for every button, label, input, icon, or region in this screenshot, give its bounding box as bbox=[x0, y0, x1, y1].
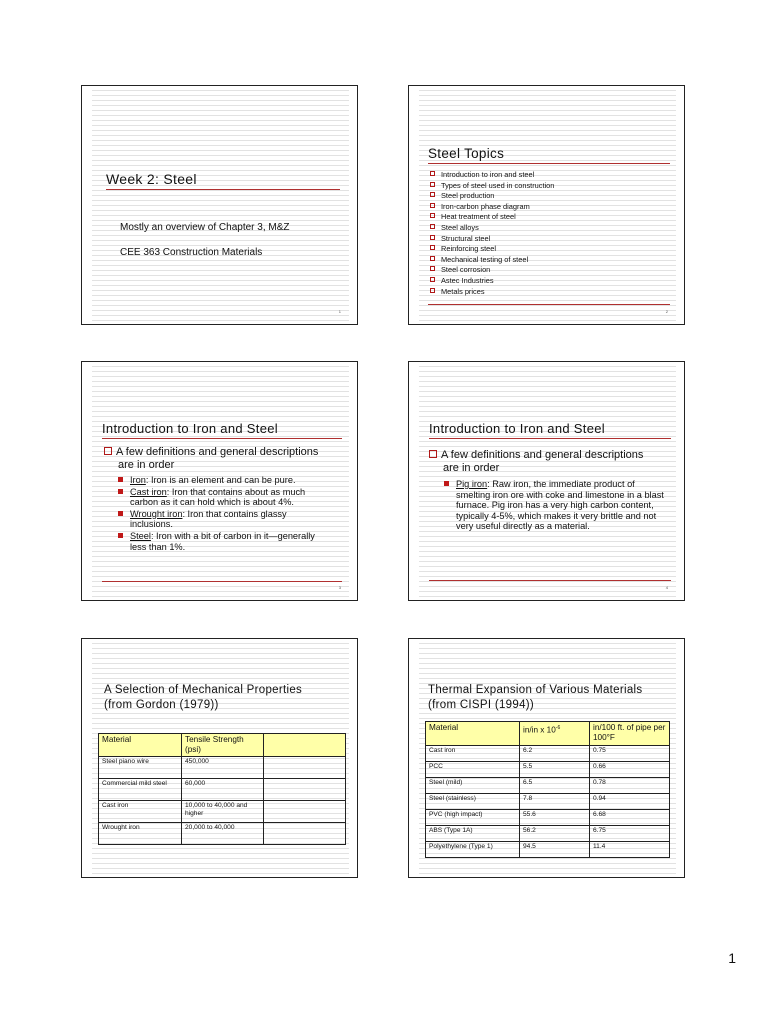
slide-number: 4 bbox=[665, 585, 668, 590]
properties-table bbox=[98, 733, 346, 845]
list-item: Steel corrosion bbox=[430, 265, 554, 276]
definition-list bbox=[118, 475, 328, 553]
table-row: Steel (stainless) 7.8 0.94 bbox=[426, 794, 670, 810]
list-item: Heat treatment of steel bbox=[430, 212, 554, 223]
filled-bullet-icon bbox=[118, 477, 123, 482]
slide-2 bbox=[408, 85, 685, 325]
table-row: Commercial mild steel 60,000 bbox=[99, 779, 346, 801]
list-item: Introduction to iron and steel bbox=[430, 170, 554, 181]
square-bullet-icon bbox=[430, 224, 435, 229]
header-cell: Material bbox=[99, 734, 182, 757]
table-row: Cast iron 10,000 to 40,000 and higher bbox=[99, 801, 346, 823]
expansion-table bbox=[425, 721, 670, 858]
filled-bullet-icon bbox=[444, 481, 449, 486]
list-item: Reinforcing steel bbox=[430, 244, 554, 255]
title-rule bbox=[102, 438, 342, 439]
slide-3 bbox=[81, 361, 358, 601]
square-bullet-icon bbox=[430, 266, 435, 271]
slide-6 bbox=[408, 638, 685, 878]
slide-title: Thermal Expansion of Various Materials (from CISPI (1994)) bbox=[428, 684, 643, 711]
table-row: ABS (Type 1A) 56.2 6.75 bbox=[426, 826, 670, 842]
title-rule bbox=[429, 438, 671, 439]
slide-1 bbox=[81, 85, 358, 325]
square-bullet-icon bbox=[430, 182, 435, 187]
header-cell: in/in x $10^{-6}$ bbox=[520, 722, 590, 746]
filled-bullet-icon bbox=[118, 533, 123, 538]
slide-number: 1 bbox=[338, 309, 341, 314]
list-item: Iron: Iron is an element and can be pure. bbox=[118, 475, 328, 486]
list-item: Steel: Iron with a bit of carbon in it—generally less than 1%. bbox=[118, 531, 328, 552]
square-bullet-icon bbox=[430, 288, 435, 293]
table-row: PCC 5.5 0.66 bbox=[426, 762, 670, 778]
table-header bbox=[426, 722, 670, 746]
list-item: Cast iron: Iron that contains about as much carbon as it can hold which is about 4%. bbox=[118, 487, 328, 508]
topic-list bbox=[430, 170, 554, 297]
square-bullet-icon bbox=[430, 256, 435, 261]
definition-list bbox=[444, 479, 669, 533]
slide-title: Steel Topics bbox=[428, 146, 505, 161]
table-row: Polyethylene (Type 1) 94.5 11.4 bbox=[426, 842, 670, 858]
header-cell: in/100 ft. of pipe per 100°F bbox=[590, 722, 670, 746]
slide-4 bbox=[408, 361, 685, 601]
square-bullet-icon bbox=[430, 192, 435, 197]
title-rule bbox=[428, 163, 670, 164]
main-bullet: A few definitions and general descriptions are in order bbox=[429, 449, 644, 474]
header-cell: Tensile Strength (psi) bbox=[182, 734, 264, 757]
list-item: Iron-carbon phase diagram bbox=[430, 202, 554, 213]
list-item: Structural steel bbox=[430, 234, 554, 245]
bottom-rule bbox=[429, 580, 671, 581]
table-header bbox=[99, 734, 346, 757]
square-bullet-icon bbox=[104, 447, 112, 455]
main-bullet: A few definitions and general descriptions are in order bbox=[104, 446, 319, 471]
bottom-rule bbox=[102, 581, 342, 582]
slide-5 bbox=[81, 638, 358, 878]
square-bullet-icon bbox=[430, 213, 435, 218]
square-bullet-icon bbox=[429, 450, 437, 458]
title-rule bbox=[106, 189, 340, 190]
course-line: CEE 363 Construction Materials bbox=[120, 247, 263, 258]
square-bullet-icon bbox=[430, 277, 435, 282]
table-row: Cast iron 6.2 0.75 bbox=[426, 746, 670, 762]
table-row: Wrought iron 20,000 to 40,000 bbox=[99, 823, 346, 845]
list-item: Types of steel used in construction bbox=[430, 181, 554, 192]
table-row: Steel (mild) 6.5 0.78 bbox=[426, 778, 670, 794]
square-bullet-icon bbox=[430, 245, 435, 250]
list-item: Wrought iron: Iron that contains glassy inclusions. bbox=[118, 509, 328, 530]
page-number: 1 bbox=[728, 950, 736, 966]
table-row: PVC (high impact) 55.6 6.68 bbox=[426, 810, 670, 826]
list-item: Steel alloys bbox=[430, 223, 554, 234]
slide-title: Week 2: Steel bbox=[106, 171, 197, 187]
header-cell: Material bbox=[426, 722, 520, 746]
bottom-rule bbox=[428, 304, 670, 305]
square-bullet-icon bbox=[430, 171, 435, 176]
square-bullet-icon bbox=[430, 203, 435, 208]
list-item: Metals prices bbox=[430, 287, 554, 298]
list-item: Astec Industries bbox=[430, 276, 554, 287]
list-item: Steel production bbox=[430, 191, 554, 202]
table-row: Steel piano wire 450,000 bbox=[99, 757, 346, 779]
subtitle-line: Mostly an overview of Chapter 3, M&Z bbox=[120, 222, 290, 233]
slide-number: 2 bbox=[665, 309, 668, 314]
slide-title: Introduction to Iron and Steel bbox=[102, 421, 278, 436]
filled-bullet-icon bbox=[118, 489, 123, 494]
list-item: Mechanical testing of steel bbox=[430, 255, 554, 266]
square-bullet-icon bbox=[430, 235, 435, 240]
slide-title: Introduction to Iron and Steel bbox=[429, 421, 605, 436]
slide-title: A Selection of Mechanical Properties (from Gordon (1979)) bbox=[104, 684, 303, 711]
filled-bullet-icon bbox=[118, 511, 123, 516]
list-item: Pig iron: Raw iron, the immediate product of smelting iron ore with coke and limestone in a blast furnace. Pig iron has a very high carbon content, typically 4-5%, which makes it very brittle and not very useful directly as a material. bbox=[444, 479, 669, 532]
slide-number: 3 bbox=[338, 585, 341, 590]
header-cell bbox=[264, 734, 346, 757]
